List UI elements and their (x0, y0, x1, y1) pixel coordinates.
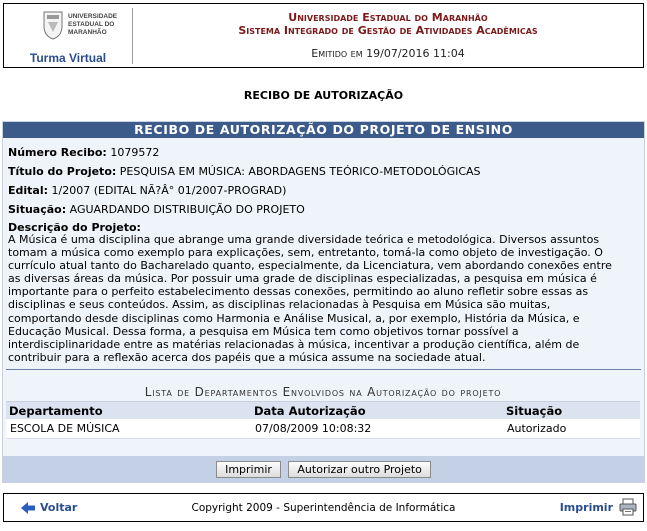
institution-name: Universidade Estadual do Maranhão (288, 11, 488, 24)
receipt-number-row (8, 146, 159, 159)
page-title: RECIBO DE AUTORIZAÇÃO (243, 89, 404, 102)
emission-label: Emitido em (311, 47, 363, 60)
logo-text: UNIVERSIDADE ESTADUAL DO MARANHÃO (68, 13, 118, 36)
departments-section (6, 384, 640, 439)
situation-value: AGUARDANDO DISTRIBUIÇÃO DO PROJETO (69, 203, 305, 216)
table-header-row (6, 402, 640, 419)
description-line: currículo atual tanto do Bacharelado quanto, especialmente, da Licenciatura, vem abordando conexões entre (8, 259, 612, 273)
system-name: Sistema Integrado de Gestão de Atividades Acadêmicas (238, 24, 538, 37)
situation-cell: Autorizado (503, 419, 640, 438)
column-header-situation: Situação (503, 402, 640, 419)
description-line: comportando desde disciplinas como Harmonia e Análise Musical, a, por exemplo, História da Música, e (8, 311, 580, 325)
description-line: tomam a música como exemplo para explicações, sem, entretanto, tomá-la como objeto de investigação. O (8, 246, 603, 260)
institution-block (133, 4, 643, 37)
description-text (8, 233, 641, 364)
description-line: disciplinas e seus conteúdos. Assim, as disciplinas relacionadas à Pesquisa em Música são muitas, (8, 298, 551, 312)
receipt-number-value: 1079572 (110, 146, 160, 159)
emission-date (133, 47, 643, 60)
situation-row (8, 203, 305, 216)
description-line: Educação Musical. Dessa forma, a pesquisa em Música tem como objetivos tornar possível a (8, 324, 519, 338)
description-label: Descrição do Projeto: (8, 221, 141, 234)
printer-icon (619, 498, 637, 516)
column-header-department: Departamento (6, 402, 251, 419)
receipt-number-label: Número Recibo: (8, 146, 107, 159)
edital-value: 1/2007 (EDITAL NÃ?Â° 01/2007-PROGRAD) (51, 184, 287, 197)
report-footer (3, 493, 644, 522)
description-line: interdisciplinaridade entre as matérias relacionadas à música, incentivar a produção científica, além de (8, 337, 580, 351)
back-link-label: Voltar (40, 501, 78, 514)
table-row (6, 419, 640, 438)
departments-table (6, 402, 640, 439)
project-title-label: Título do Projeto: (8, 165, 117, 178)
department-cell: ESCOLA DE MÚSICA (6, 419, 251, 438)
crest-icon (42, 10, 64, 40)
emission-value: 19/07/2016 11:04 (366, 47, 465, 60)
receipt-form (2, 121, 645, 483)
copyright-text: Copyright 2009 - Superintendência de Informática (191, 502, 456, 514)
column-header-date: Data Autorização (251, 402, 503, 419)
logo-block (4, 4, 132, 67)
project-title-row (8, 165, 481, 178)
project-title-value: PESQUISA EM MÚSICA: ABORDAGENS TEÓRICO-METODOLÓGICAS (119, 165, 481, 178)
form-caption: RECIBO DE AUTORIZAÇÃO DO PROJETO DE ENSINO (3, 122, 644, 138)
description-line: contribuir para a reflexão acerca dos papéis que a música assume na sociedade atual. (8, 350, 486, 364)
description-line: as diversas áreas da música. Por possuir uma grade de disciplinas especializadas, a pesquisa em música é (8, 272, 597, 286)
form-buttons (3, 456, 644, 482)
print-link[interactable] (560, 498, 637, 516)
authorize-another-button[interactable]: Autorizar outro Projeto (288, 461, 431, 478)
university-logo (42, 10, 118, 46)
print-link-label: Imprimir (559, 500, 613, 514)
description-line: A Música é uma disciplina que abrange uma grande diversidade teórica e metodológica. Diversos assuntos (8, 233, 600, 246)
departments-caption: Lista de Departamentos Envolvidos na Autorização do projeto (6, 384, 640, 402)
turma-virtual-label: Turma Virtual (29, 51, 107, 65)
print-button[interactable]: Imprimir (216, 461, 281, 478)
edital-row (8, 184, 286, 197)
description-line: importante para o perfeito estabelecimento dessas conexões, permitindo ao aluno refletir sobre essas as (8, 285, 589, 299)
edital-label: Edital: (8, 184, 49, 197)
section-separator (6, 369, 641, 370)
report-header (3, 3, 644, 68)
date-cell: 07/08/2009 10:08:32 (251, 419, 503, 438)
situation-label: Situação: (8, 203, 67, 216)
